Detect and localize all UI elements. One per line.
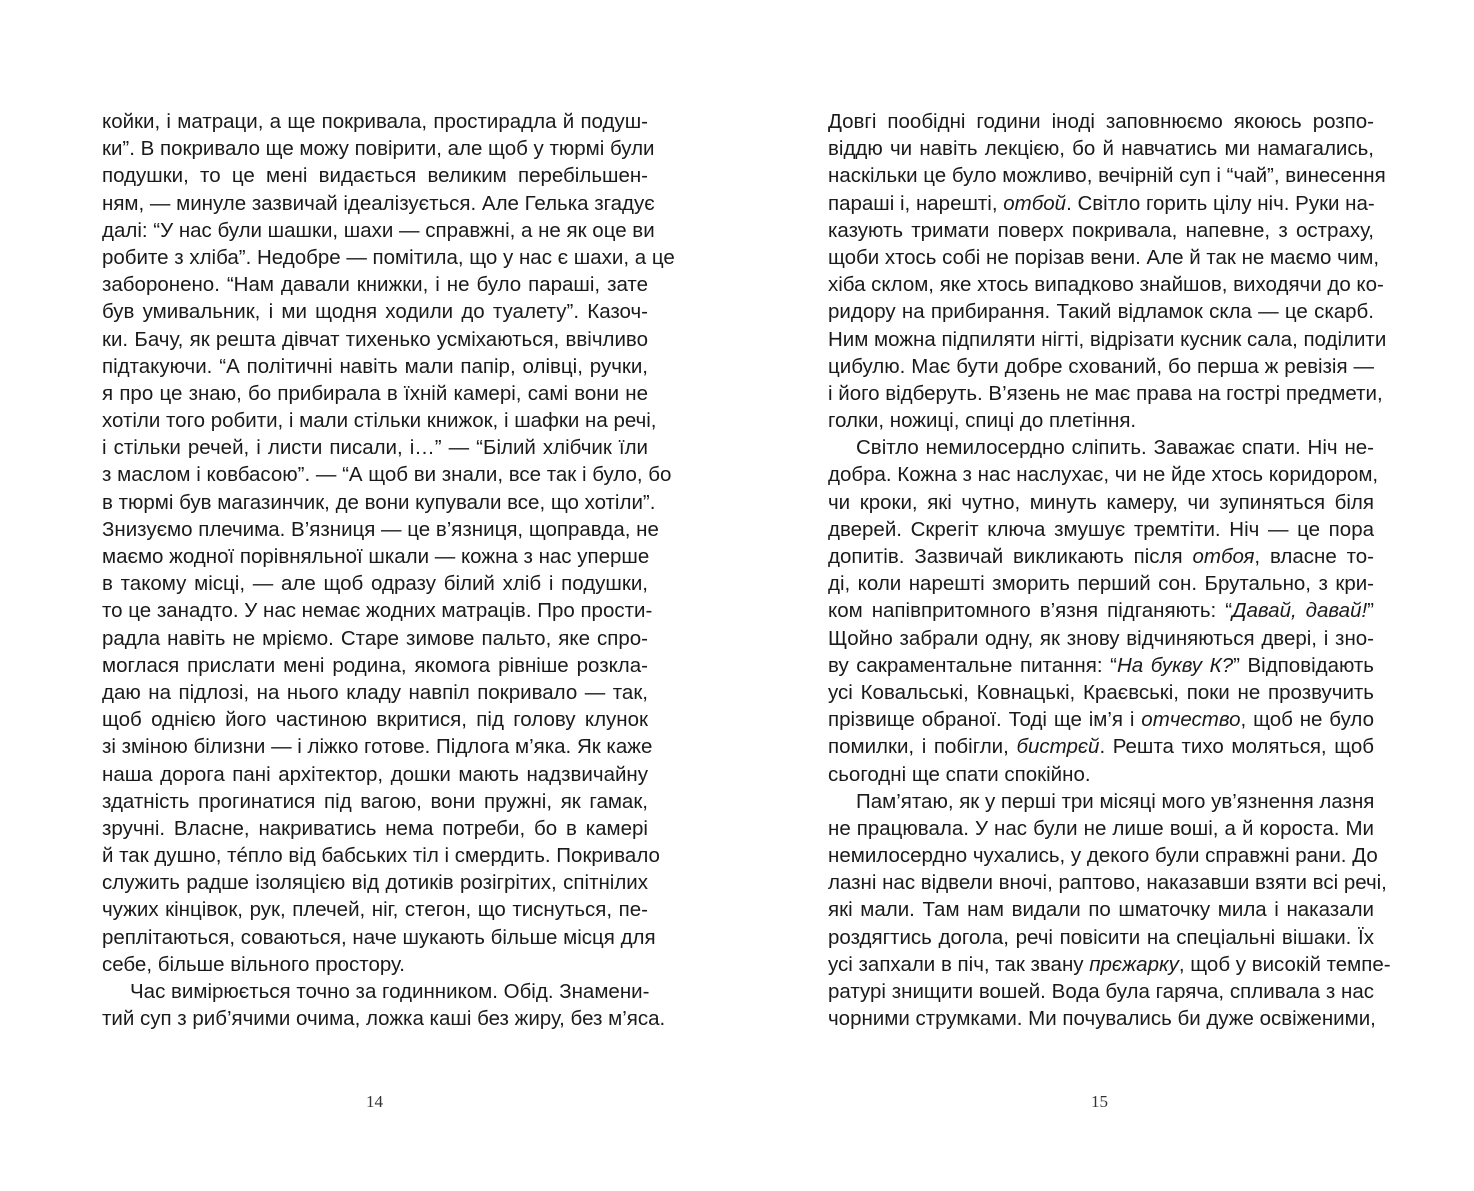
text-line: ки”. В покривало ще можу повірити, але щоб у тюрмі були [102,137,655,161]
text-line: койки, і матраци, а ще покривала, простирадла й подуш- [102,110,648,133]
text-line: чорними струмками. Ми почувались би дуже освіженими, [828,1007,1376,1031]
text-line: параші і, нарешті, отбой. Світло горить цілу ніч. Руки на- [828,191,1375,215]
text-line: Довгі пообідні години іноді заповнюємо якоюсь розпо- [828,110,1374,133]
text-line: в тюрмі був магазинчик, де вони купували все, що хотіли”. [102,490,656,514]
text-line: немилосердно чухались, у декого були справжні рани. До [828,844,1378,868]
left-page-text [102,108,675,1032]
text-line: в такому місці, — але щоб одразу білий хліб і подушки, [102,572,648,596]
right-page-text [828,108,1391,1032]
text-line: цибулю. Має бути добре схований, бо перша ж ревізія — [828,354,1374,378]
text-line: усі запхали в піч, так звану прєжарку, щоб у високій темпе- [828,952,1391,976]
text-line: робите з хліба”. Недобре — помітила, що у нас є шахи, а це [102,245,675,269]
text-line: дверей. Скрегіт ключа змушує тремтіти. Ніч — це пора [828,517,1374,541]
text-line: Ним можна підпиляти нігті, відрізати кусник сала, поділити [828,327,1387,351]
text-line: ки. Бачу, як решта дівчат тихенько усміхаються, ввічливо [102,327,648,351]
text-line: ву сакраментальне питання: “На букву К?” Відповідають [828,653,1374,677]
text-line: усі Ковальські, Ковнацькі, Краєвські, поки не прозвучить [828,680,1374,704]
text-line: далі: “У нас були шашки, шахи — справжні, а не як оце ви [102,218,655,242]
page-number-right: 15 [1091,1092,1108,1111]
text-line: чужих кінцівок, рук, плечей, ніг, стегон, що тиснуться, пе- [102,898,648,922]
text-line: Знизуємо плечима. В’язниця — це в’язниця, щоправда, не [102,517,659,541]
text-line: допитів. Зазвичай викликають після отбоя, власне то- [828,545,1374,568]
text-line: Світло немилосердно сліпить. Заважає спати. Ніч не- [856,436,1374,460]
text-line: хіба склом, яке хтось випадково знайшов, виходячи до ко- [828,273,1384,297]
text-line: реплітаються, соваються, наче шукають більше місця для [102,925,656,949]
text-line: наша дорога пані архітектор, дошки мають надзвичайну [102,762,648,786]
text-line: заборонено. “Нам давали книжки, і не було параші, зате [102,273,648,297]
text-line: зручні. Власне, накриватись нема потреби, бо в камері [102,816,648,840]
text-line: Час вимірюється точно за годинником. Обід. Знамени- [130,980,650,1003]
text-line: і його відберуть. В’язень не має права на гострі предмети, [828,381,1383,405]
text-line: з маслом і ковбасою”. — “А щоб ви знали, все так і було, бо [102,463,672,487]
text-line: себе, більше вільного простору. [102,952,405,976]
text-line: підтакуючи. “А політичні навіть мали папір, олівці, ручки, [102,354,648,378]
text-line: тий суп з риб’ячими очима, ложка каші без жиру, без м’яса. [102,1007,666,1031]
text-line: щоби хтось собі не порізав вени. Але й так не маємо чим, [828,245,1380,269]
text-line: хотіли того робити, і мали стільки книжок, і шафки на речі, [102,409,657,433]
text-line: подушки, то це мені видається великим перебільшен- [102,164,648,188]
text-line: радла навіть не мріємо. Старе зимове пальто, яке спро- [102,626,648,650]
text-line: помилки, і побігли, бистрєй. Решта тихо моляться, щоб [828,735,1375,759]
text-line: зі зміною білизни — і ліжко готове. Підлога м’яка. Як каже [102,735,653,759]
text-line: моглася прислати мені родина, якомога рівніше розкла- [102,653,648,677]
text-line: щоб однією його частиною вкритися, під голову клунок [102,708,648,732]
text-line: чи кроки, які чутно, минуть камеру, чи зупиняться біля [828,490,1374,514]
text-line: Пам’ятаю, як у перші три місяці мого ув’язнення лазня [856,789,1375,813]
text-line: наскільки це було можливо, вечірній суп і “чай”, винесення [828,164,1386,188]
text-line: сьогодні ще спати спокійно. [828,762,1091,786]
text-line: ратурі знищити вошей. Вода була гаряча, спливала з нас [828,980,1374,1003]
text-line: служить радше ізоляцією від дотиків розігрітих, спітнілих [102,871,648,895]
text-line: не працювала. У нас були не лише воші, а й короста. Ми [828,816,1374,840]
text-line: віддю чи навіть лекцією, бо й навчатись ми намагались, [828,137,1374,161]
text-line: здатність прогинатися під вагою, вони пружні, як гамак, [102,789,648,813]
text-line: ком напівпритомного в’язня підганяють: “Давай, давай!” [828,599,1374,623]
text-line: й так душно, тéпло від бабських тіл і смердить. Покривало [102,844,660,868]
text-line: добра. Кожна з нас наслухає, чи не йде хтось коридором, [828,463,1379,487]
text-line: роздягтись догола, речі повісити на спеціальні вішаки. Їх [828,925,1374,949]
text-line: лазні нас відвели вночі, раптово, наказавши взяти всі речі, [828,871,1387,895]
text-line: казують тримати поверх покривала, напевне, з остраху, [828,218,1374,242]
text-line: голки, ножиці, спиці до плетіння. [828,409,1137,433]
text-line: то це занадто. У нас немає жодних матраців. Про прости- [102,599,653,623]
text-line: ням, — минуле зазвичай ідеалізується. Але Гелька згадує [102,191,655,215]
text-line: ді, коли нарешті зморить перший сон. Брутально, з кри- [828,572,1374,596]
text-line: маємо жодної порівняльної шкали — кожна з нас уперше [102,545,650,568]
text-line: які мали. Там нам видали по шматочку мила і наказали [828,898,1374,922]
text-line: був умивальник, і ми щодня ходили до туалету”. Казоч- [102,300,648,324]
text-line: даю на підлозі, на нього кладу навпіл покривало — так, [102,680,648,704]
text-line: і стільки речей, і листи писали, і…” — “Білий хлібчик їли [102,436,648,460]
page-number-left: 14 [366,1092,383,1111]
text-line: ридору на прибирання. Такий відламок скла — це скарб. [828,300,1374,324]
text-line: прізвище обраної. Тоді ще ім’я і отчество, щоб не було [828,708,1374,732]
text-line: я про це знаю, бо прибирала в їхній камері, самі вони не [102,381,648,405]
text-line: Щойно забрали одну, як знову відчиняються двері, і зно- [828,626,1374,650]
